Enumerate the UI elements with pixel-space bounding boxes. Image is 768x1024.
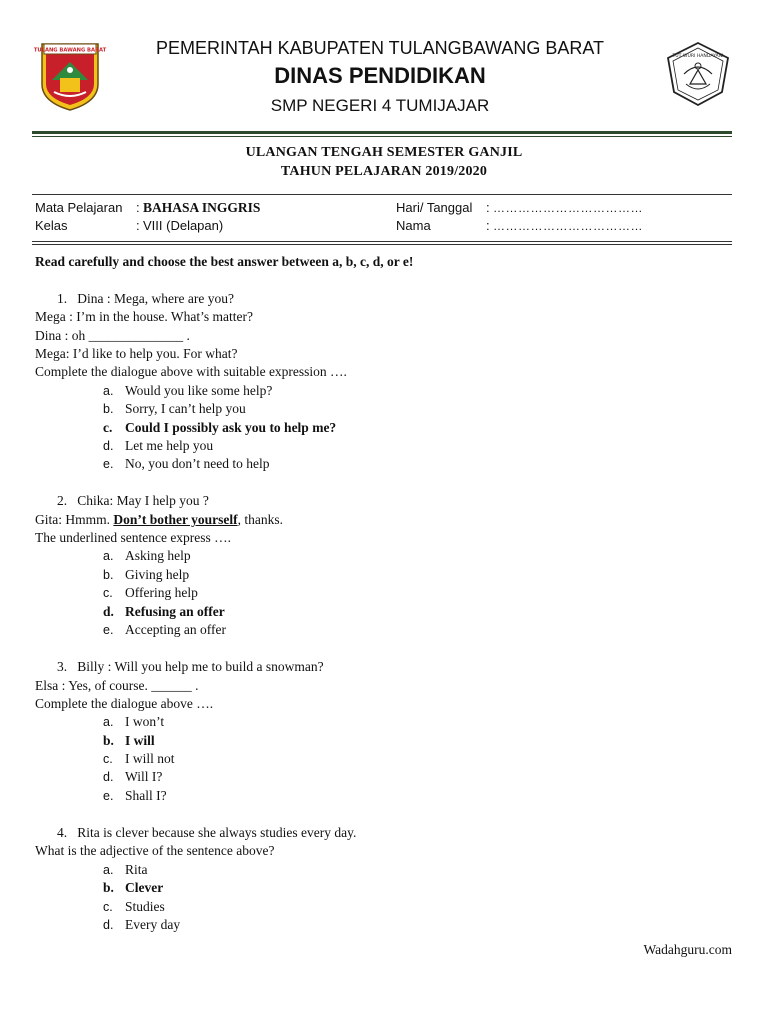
date-field[interactable]: ……………………………… (493, 201, 643, 215)
option-b[interactable] (103, 567, 189, 583)
question-1 (57, 291, 234, 307)
date-value-wrap (486, 200, 643, 216)
name-field[interactable]: ……………………………… (493, 219, 643, 233)
option-text: Let me help you (125, 438, 214, 453)
question-4 (57, 825, 356, 841)
option-text: I will not (125, 751, 175, 766)
option-text: Could I possibly ask you to help me? (125, 420, 337, 435)
question-number: 1. (57, 291, 68, 306)
subject-row (35, 200, 122, 216)
question-line: What is the adjective of the sentence above? (35, 843, 275, 858)
class-row (35, 218, 68, 234)
option-letter: b. (103, 733, 114, 748)
option-b[interactable] (103, 401, 246, 417)
meta-rule-bottom (32, 241, 732, 242)
option-b[interactable] (103, 880, 163, 896)
option-letter: e. (103, 623, 114, 637)
option-text: Shall I? (125, 788, 167, 803)
question-line: Complete the dialogue above …. (35, 696, 214, 711)
option-letter: c. (103, 900, 113, 914)
option-letter: a. (103, 384, 114, 398)
question-number: 3. (57, 659, 68, 674)
question-line: The underlined sentence express …. (35, 530, 232, 545)
header-rule-thin (32, 136, 732, 137)
meta-rule-bottom-2 (32, 244, 732, 245)
option-letter: e. (103, 789, 114, 803)
option-a[interactable] (103, 548, 191, 564)
option-text: Sorry, I can’t help you (125, 401, 246, 416)
class-value: VIII (Delapan) (143, 218, 224, 233)
option-text: Rita (125, 862, 148, 877)
option-a[interactable] (103, 383, 272, 399)
name-colon: : (486, 218, 490, 233)
question-first-line: Rita is clever because she always studies every day. (77, 825, 357, 840)
option-a[interactable] (103, 714, 164, 730)
underlined-sentence: Don’t bother yourself (113, 512, 238, 527)
question-line: Complete the dialogue above with suitable expression …. (35, 364, 347, 379)
logo-text: TUT WURI HANDAYANI (672, 54, 724, 59)
option-e[interactable] (103, 788, 167, 804)
option-a[interactable] (103, 862, 148, 878)
question-line: Dina : oh ______________ . (35, 328, 190, 343)
option-text: Every day (125, 917, 181, 932)
option-text: I will (125, 733, 155, 748)
date-label: Hari/ Tanggal (396, 200, 473, 215)
name-label: Nama (396, 218, 431, 233)
regency-logo (33, 40, 107, 112)
option-text: Asking help (125, 548, 191, 563)
option-text: Would you like some help? (125, 383, 273, 398)
option-letter: b. (103, 568, 114, 582)
question-line (35, 512, 283, 528)
question-number: 4. (57, 825, 68, 840)
question-line: Elsa : Yes, of course. ______ . (35, 678, 199, 693)
header-department: DINAS PENDIDIKAN (274, 63, 486, 88)
line-prefix: Gita: Hmmm. (35, 512, 114, 527)
option-letter: b. (103, 880, 114, 895)
question-2 (57, 493, 209, 509)
meta-rule-top (32, 194, 732, 195)
exam-title: ULANGAN TENGAH SEMESTER GANJIL (245, 145, 523, 160)
option-letter: d. (103, 770, 114, 784)
option-d[interactable] (103, 917, 180, 933)
option-text: Offering help (125, 585, 198, 600)
question-number: 2. (57, 493, 68, 508)
option-letter: c. (103, 752, 113, 766)
option-c[interactable] (103, 899, 165, 915)
date-colon: : (486, 200, 490, 215)
option-letter: d. (103, 439, 114, 453)
header-government: PEMERINTAH KABUPATEN TULANGBAWANG BARAT (155, 38, 605, 58)
option-text: Clever (125, 880, 164, 895)
name-row (396, 218, 431, 234)
option-text: Studies (125, 899, 165, 914)
subject-value-wrap (136, 200, 260, 216)
header-rule-thick (32, 131, 732, 134)
option-letter: c. (103, 586, 113, 600)
subject-colon: : (136, 200, 140, 215)
subject-value: BAHASA INGGRIS (143, 200, 261, 215)
subject-label: Mata Pelajaran (35, 200, 123, 215)
option-text: Accepting an offer (125, 622, 226, 637)
logo-text: TULANG BAWANG BARAT (33, 47, 107, 54)
footer-site-link[interactable]: Wadahguru.com (643, 942, 732, 957)
option-text: Will I? (125, 769, 163, 784)
question-first-line: Dina : Mega, where are you? (77, 291, 234, 306)
question-3 (57, 659, 324, 675)
option-text: Giving help (125, 567, 190, 582)
option-letter: a. (103, 715, 114, 729)
question-line: Mega: I’d like to help you. For what? (35, 346, 238, 361)
option-letter: b. (103, 402, 114, 416)
option-c[interactable] (103, 751, 175, 767)
question-line: Mega : I’m in the house. What’s matter? (35, 309, 253, 324)
exam-year: TAHUN PELAJARAN 2019/2020 (280, 164, 488, 179)
name-value-wrap (486, 218, 643, 234)
line-suffix: , thanks. (237, 512, 283, 527)
option-e[interactable] (103, 622, 226, 638)
class-label: Kelas (35, 218, 68, 233)
option-c[interactable] (103, 585, 198, 601)
question-first-line: Billy : Will you help me to build a snowman? (77, 659, 324, 674)
question-first-line: Chika: May I help you ? (77, 493, 209, 508)
header-school: SMP NEGERI 4 TUMIJAJAR (270, 96, 490, 115)
date-row (396, 200, 472, 216)
instruction: Read carefully and choose the best answer between a, b, c, d, or e! (35, 254, 414, 269)
option-letter: c. (103, 420, 113, 435)
option-c[interactable] (103, 420, 336, 436)
option-text: I won’t (125, 714, 165, 729)
option-d[interactable] (103, 604, 225, 620)
option-letter: a. (103, 549, 114, 563)
class-colon: : (136, 218, 140, 233)
option-letter: d. (103, 604, 114, 619)
option-letter: a. (103, 863, 114, 877)
tut-wuri-handayani-logo (662, 40, 734, 108)
option-d[interactable] (103, 769, 162, 785)
option-text: Refusing an offer (125, 604, 225, 619)
option-letter: e. (103, 457, 114, 471)
option-letter: d. (103, 918, 114, 932)
class-value-wrap (136, 218, 223, 234)
option-e[interactable] (103, 456, 269, 472)
option-b[interactable] (103, 733, 155, 749)
option-text: No, you don’t need to help (125, 456, 270, 471)
option-d[interactable] (103, 438, 213, 454)
